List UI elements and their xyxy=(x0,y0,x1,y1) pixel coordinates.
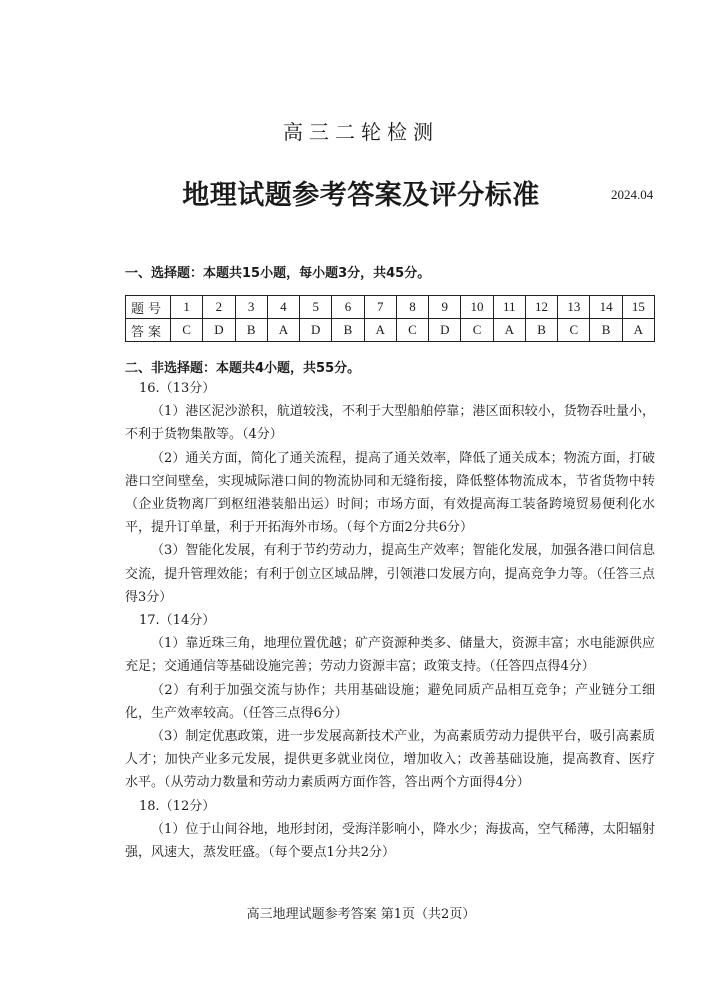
answer-cell: C xyxy=(461,319,493,342)
question-number: 8 xyxy=(396,296,428,319)
answer-cell: D xyxy=(300,319,332,342)
question-number-row xyxy=(126,296,655,319)
answer-cell: C xyxy=(396,319,428,342)
question-number: 14 xyxy=(590,296,622,319)
section2-title: 二、非选择题：本题共4小题，共55分。 xyxy=(125,361,361,376)
date-label: 2024.04 xyxy=(611,187,654,202)
answer-cell: A xyxy=(622,319,654,342)
answer-cell: D xyxy=(429,319,461,342)
answer-cell: C xyxy=(558,319,590,342)
question-number: 7 xyxy=(364,296,396,319)
answer-cell: B xyxy=(332,319,364,342)
question-number: 3 xyxy=(235,296,267,319)
question-number: 1 xyxy=(171,296,203,319)
question-number: 2 xyxy=(203,296,235,319)
page-footer: 高三地理试题参考答案 第1页（共2页） xyxy=(246,907,476,922)
question-number: 9 xyxy=(429,296,461,319)
q17-label: 17.（14分） xyxy=(139,613,216,629)
question-number: 10 xyxy=(461,296,493,319)
answer-cell: B xyxy=(235,319,267,342)
answer-cell: D xyxy=(203,319,235,342)
question-number: 15 xyxy=(622,296,654,319)
q18-part1: （1）位于山间谷地，地形封闭，受海洋影响小，降水少；海拔高，空气稀薄，太阳辐射强，风速大，蒸发旺盛。（每个要点1分共2分） xyxy=(125,821,655,861)
exam-title: 高三二轮检测 xyxy=(283,120,439,144)
section1-title: 一、选择题：本题共15小题，每小题3分，共45分。 xyxy=(125,266,431,281)
question-number: 11 xyxy=(493,296,525,319)
q16-part1: （1）港区泥沙淤积，航道较浅，不利于大型船舶停靠；港区面积较小，货物吞吐量小，不利于货物集散等。（4分） xyxy=(125,404,655,443)
answer-cell: B xyxy=(590,319,622,342)
section2-body xyxy=(125,377,655,864)
question-number: 13 xyxy=(558,296,590,319)
q17-part3: （3）制定优惠政策，进一步发展高新技术产业，为高素质劳动力提供平台，吸引高素质人才；加快产业多元发展，提供更多就业岗位，增加收入；改善基础设施，提高教育、医疗水平。（从劳动力数量和劳动力素质两方面作答，答出两个方面得4分） xyxy=(125,729,655,791)
q16-label: 16.（13分） xyxy=(139,381,216,396)
q17-part1: （1）靠近珠三角，地理位置优越；矿产资源种类多、储量大，资源丰富；水电能源供应充足；交通通信等基础设施完善；劳动力资源丰富；政策支持。（任答四点得4分） xyxy=(125,636,655,675)
answer-cell: A xyxy=(267,319,299,342)
question-number: 4 xyxy=(267,296,299,319)
row-label-answer: 答案 xyxy=(126,319,171,342)
page-title: 地理试题参考答案及评分标准 xyxy=(182,180,540,211)
question-number: 12 xyxy=(525,296,557,319)
q18-label: 18.（12分） xyxy=(139,798,216,814)
question-number: 6 xyxy=(332,296,364,319)
row-label-question: 题号 xyxy=(126,296,171,319)
answer-cell: C xyxy=(171,319,203,342)
answer-cell: B xyxy=(525,319,557,342)
question-number: 5 xyxy=(300,296,332,319)
q17-part2: （2）有利于加强交流与协作；共用基础设施；避免同质产品相互竞争；产业链分工细化，生产效率较高。（任答三点得6分） xyxy=(125,682,655,721)
answer-table xyxy=(125,295,655,342)
answer-cell: A xyxy=(364,319,396,342)
q16-part2: （2）通关方面，简化了通关流程，提高了通关效率，降低了通关成本；物流方面，打破港口空间壁垒，实现城际港口间的物流协同和无缝衔接，降低整体物流成本，节省货物中转（企业货物离厂到枢纽港装船出运）时间；市场方面，有效提高海工装备跨境贸易便利化水平，提升订单量，利于开拓海外市场。（每个方面2分共6分） xyxy=(125,450,655,536)
q16-part3: （3）智能化发展，有利于节约劳动力，提高生产效率；智能化发展，加强各港口间信息交流，提升管理效能；有利于创立区域品牌，引领港口发展方向，提高竞争力等。（任答三点得3分） xyxy=(125,543,655,605)
answer-cell: A xyxy=(493,319,525,342)
answer-row xyxy=(126,319,655,342)
